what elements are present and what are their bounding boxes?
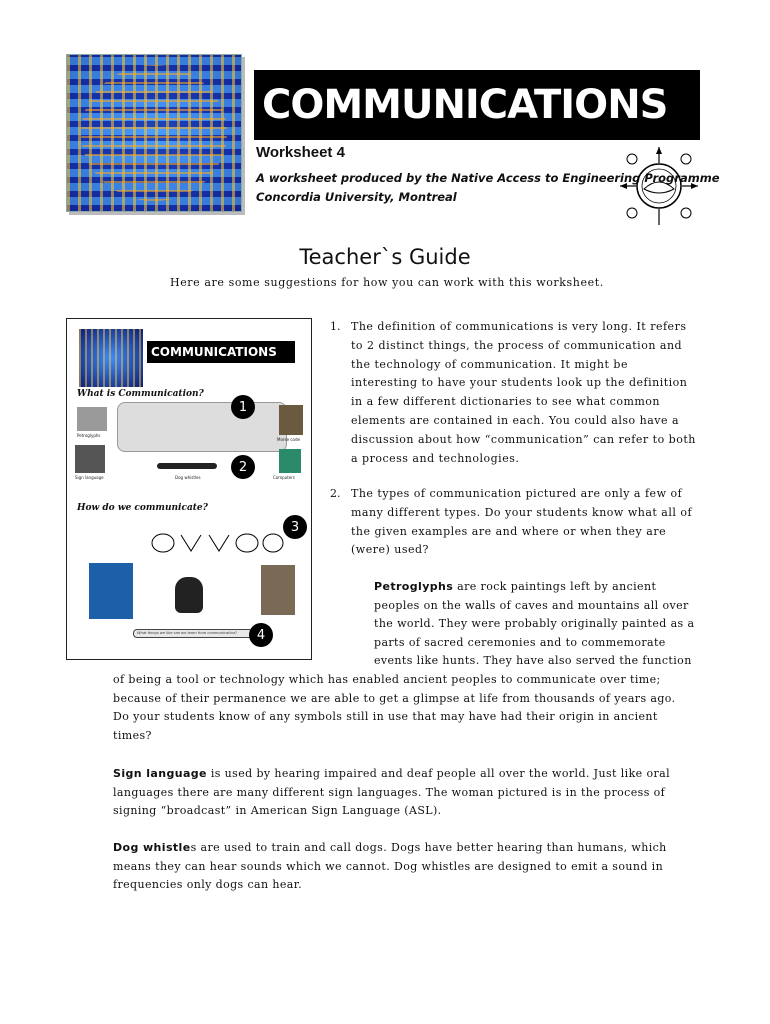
petroglyphs-line: of being a tool or technology which has enabled ancient peoples to communicate over time; [113,673,661,686]
guide-title: Teacher`s Guide [299,245,471,269]
marker-1: 1 [231,395,255,419]
dog-whistles-paragraph [113,839,667,895]
petroglyphs-line: Do your students know of any symbols still in use that may have had their origin in ancient [113,710,658,724]
worksheet-thumbnail [66,318,312,660]
caption-sign: Sign language [75,475,104,480]
item-2-line: The types of communication pictured are only a few of [351,487,683,500]
sign-language-line: languages there are many different sign languages. The woman pictured is in the process of [113,785,666,799]
dog-whistles-term: Dog whistle [113,841,191,854]
caption-morse: Morse code [277,437,301,442]
petroglyphs-line: the world. They were probably originally painted as a [374,617,695,631]
computer-image [279,449,301,473]
thumbnail-sphere [79,329,143,387]
morse-image [279,405,303,435]
sphere-graphic [66,54,242,212]
petroglyphs-narrow [374,578,694,671]
item-2-line: many different types. Do your students know what all of [351,505,693,519]
guide-intro: Here are some suggestions for how you can work with this worksheet. [170,276,604,289]
produced-by-line: A worksheet produced by the Native Access to Engineering Programme [256,171,720,185]
item-1-line: The definition of communications is very long. It refers [351,320,687,333]
item-2-text [351,485,692,560]
definition-box [117,402,287,452]
dog-whistles-line: means they can hear sounds which we cannot. Dog whistles are designed to emit a sound in [113,859,664,873]
caption-petroglyphs: Petroglyphs [77,433,101,438]
thumbnail-heading-how: How do we communicate? [77,503,208,513]
item-1-line: elements are contained in each. You could also have a [351,413,680,427]
thumbnail-question: What things we like can we learn from communication? [133,629,253,638]
item-1-number: 1. [330,320,341,333]
sign-language-image [75,445,105,473]
item-2-line: (were) used? [351,543,429,557]
sign-language-paragraph [113,765,670,821]
petroglyphs-line: events like hunts. They have also served the function [374,654,692,668]
petroglyphs-line: because of their permanence we are able to get a glimpse at life from thousands of years ago. [113,691,676,705]
petroglyphs-line: peoples on the walls of caves and mountains all over [374,598,689,612]
item-1-line: interesting to have your students look up the definition [351,376,688,390]
item-2-number: 2. [330,487,341,500]
item-2-line: the given examples are and where or when they are [351,524,667,538]
dog-whistles-line: s are used to train and call dogs. Dogs have better hearing than humans, which [190,841,667,854]
petroglyphs-line: parts of sacred ceremonies and to commemorate [374,635,666,649]
compass-seal-icon [618,145,700,227]
symbol-row-icon [151,531,291,555]
page-title: COMMUNICATIONS [254,70,700,140]
item-1-line: a process and technologies. [351,451,520,465]
worksheet-number: Worksheet 4 [256,144,345,161]
petroglyphs-line: times? [113,728,152,742]
item-1-line: the technology of communication. It might be [351,357,628,371]
dog-whistle-image [157,463,217,469]
sign-language-line: signing “broadcast” in American Sign Language (ASL). [113,804,442,818]
dolphin-image [89,563,133,619]
marker-3: 3 [283,515,307,539]
caption-computers: Computers [273,475,295,480]
petroglyphs-wide [113,671,676,745]
university-line: Concordia University, Montreal [256,190,457,204]
thumbnail-title: COMMUNICATIONS [147,341,295,363]
item-1-line: to 2 distinct things, the process of communication and [351,338,683,352]
thumbnail-heading-what: What is Communication? [77,389,204,399]
item-1-line: discussion about how “communication” can refer to both [351,432,696,446]
petroglyph-image [77,407,107,431]
marker-4: 4 [249,623,273,647]
petroglyphs-line: are rock paintings left by ancient [453,580,657,593]
caption-dog: Dog whistles [175,475,201,480]
item-1-text [351,318,696,468]
item-1-line: in a few different dictionaries to see what common [351,395,661,409]
petroglyphs-term: Petroglyphs [374,580,454,593]
marker-2: 2 [231,455,255,479]
humans-image [261,565,295,615]
sign-language-term: Sign language [113,767,207,780]
sign-language-line: is used by hearing impaired and deaf people all over the world. Just like oral [206,767,671,780]
penguin-image [175,577,203,613]
dog-whistles-line: frequencies only dogs can hear. [113,878,303,892]
